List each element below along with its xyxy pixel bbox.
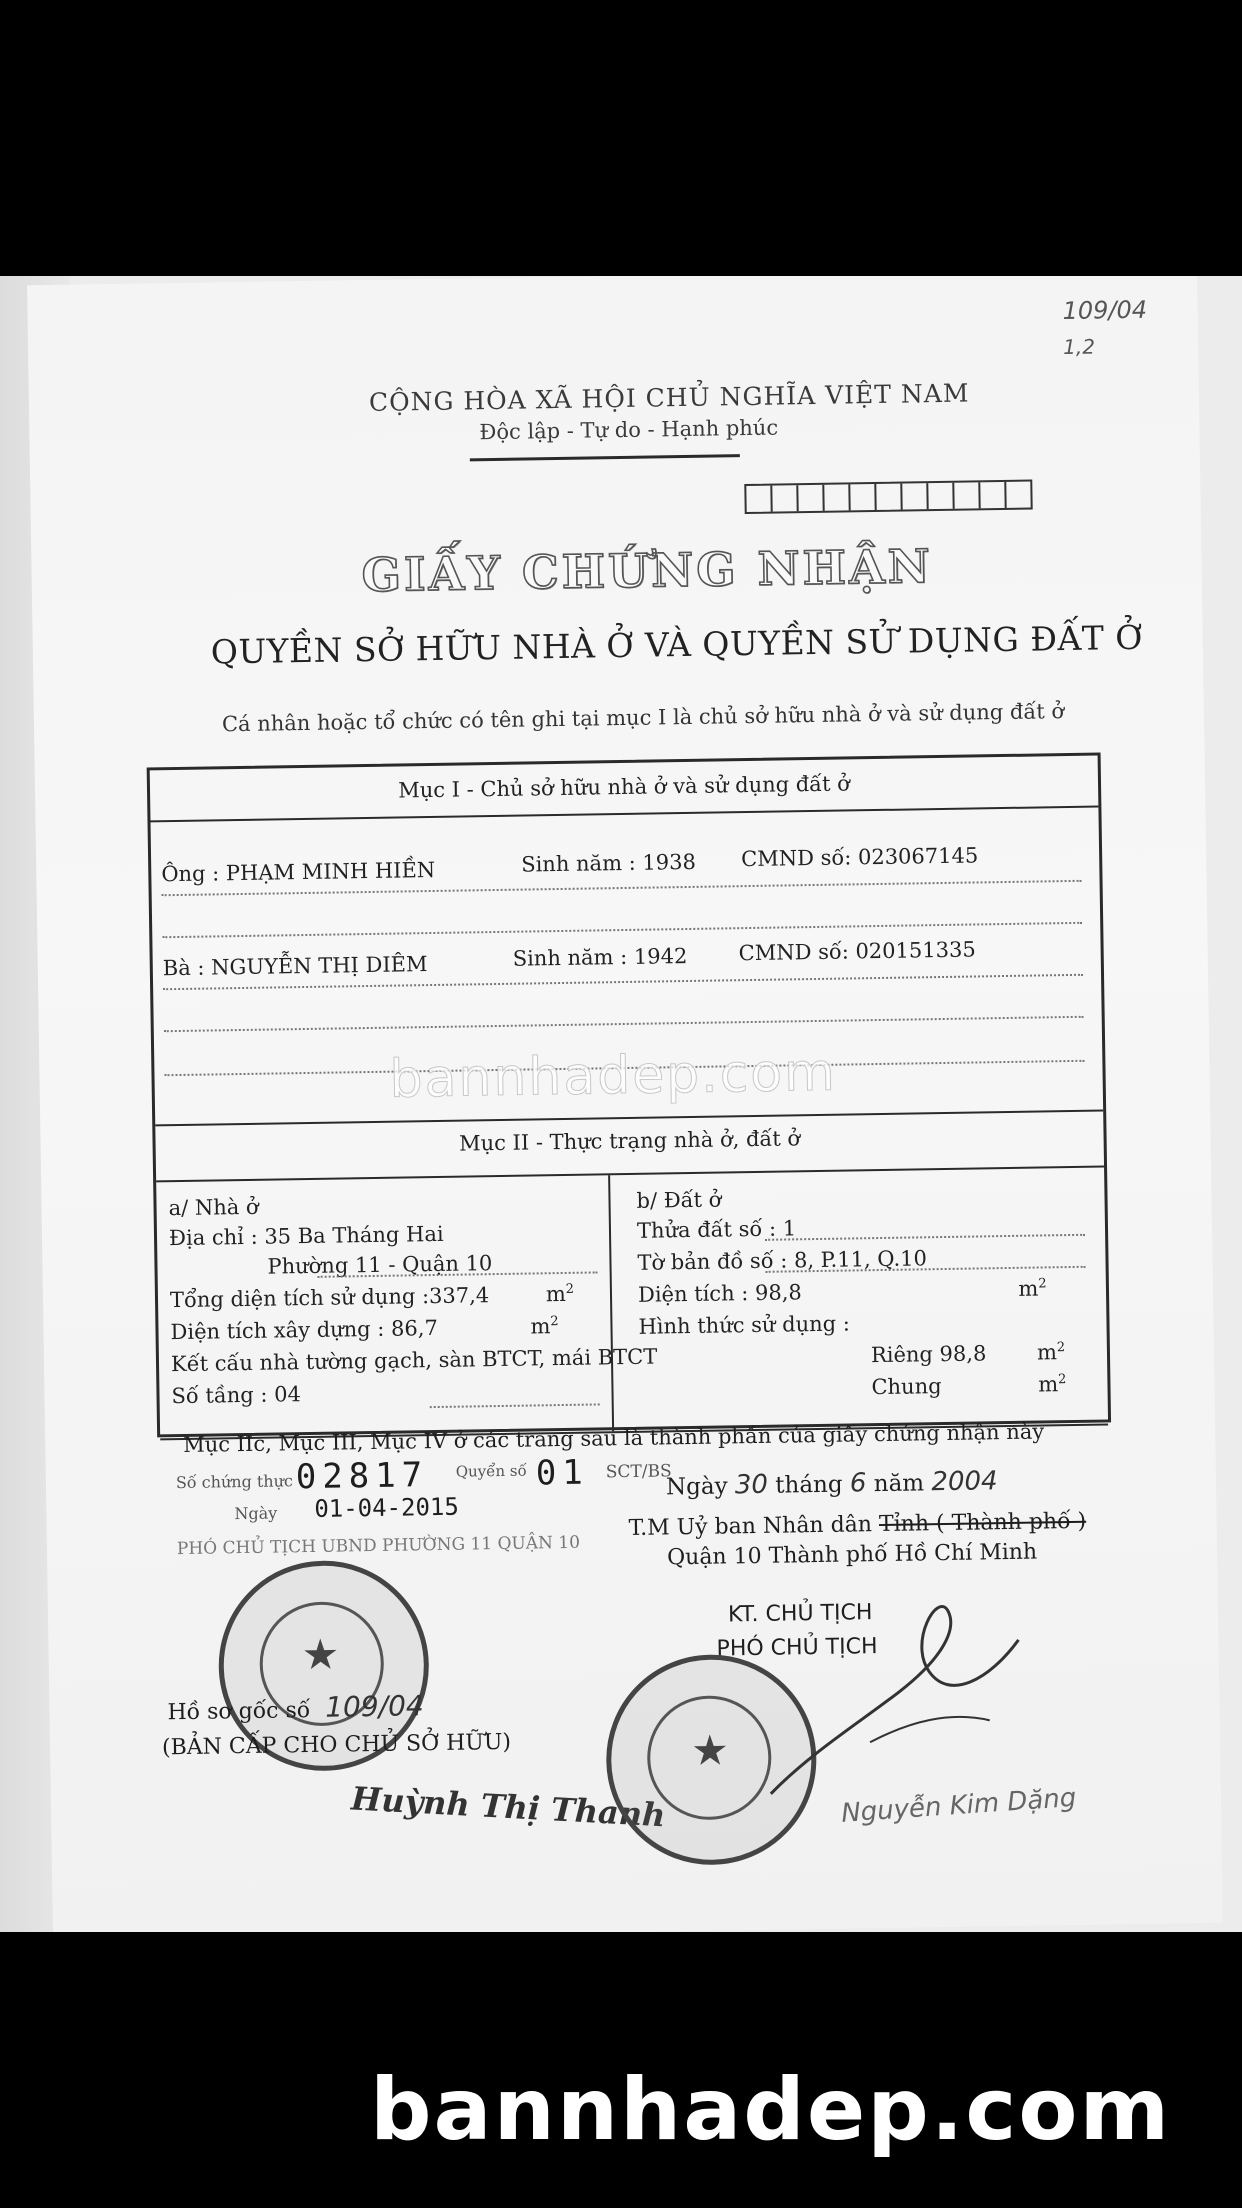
issue-date: Ngày 30 tháng 6 năm 2004 (665, 1466, 998, 1501)
certification-date: 01-04-2015 (314, 1492, 460, 1523)
national-title: CỘNG HÒA XÃ HỘI CHỦ NGHĨA VIỆT NAM (368, 378, 970, 417)
issuing-authority: T.M Uỷ ban Nhân dân Tỉnh ( Thành phố ) (628, 1508, 1087, 1541)
intro-text: Cá nhân hoặc tổ chức có tên ghi tại mục I là chủ sở hữu nhà ở và sử dụng đất ở (221, 699, 1065, 737)
document-photo (0, 276, 1242, 1932)
house-built-area: Diện tích xây dựng : 86,7 $m^2$ (170, 1314, 559, 1345)
chairman-signature (747, 1569, 1071, 1814)
land-shared: Chung $m^2$ (871, 1372, 1067, 1400)
owner1-birth: Sinh năm : 1938 (521, 849, 697, 877)
certificate-subtitle: QUYỀN SỞ HỮU NHÀ Ở VÀ QUYỀN SỬ DỤNG ĐẤT Ở (210, 617, 1144, 672)
serial-number-boxes (744, 480, 1032, 515)
certificate-paper (27, 276, 1223, 1932)
certification-office: PHÓ CHỦ TỊCH UBND PHƯỜNG 11 QUẬN 10 (176, 1532, 581, 1560)
owner1-id: CMND số: 023067145 (740, 843, 979, 872)
signer-role-2: PHÓ CHỦ TỊCH (716, 1634, 878, 1662)
land-usage: Hình thức sử dụng : (638, 1311, 851, 1339)
land-map-sheet: Tờ bản đồ số : 8, P.11, Q.10 (637, 1246, 928, 1275)
section-footer-note: Mục IIc, Mục III, Mục IV ở các trang sau là thành phần của giấy chứng nhận này (183, 1419, 1045, 1457)
owner2-id: CMND số: 020151335 (738, 937, 976, 966)
ward-stamp-seal: ★ (217, 1559, 430, 1772)
certification-number: 02817 (295, 1455, 429, 1498)
signer-name: Nguyễn Kim Dặng (840, 1782, 1078, 1829)
motto-underline (470, 454, 740, 461)
section1-heading: Mục I - Chủ sở hữu nhà ở và sử dụng đất ở (398, 771, 850, 803)
national-motto: Độc lập - Tự do - Hạnh phúc (479, 415, 779, 445)
land-plot: Thửa đất số : 1 (636, 1216, 797, 1243)
watermark-overlay: bannhadep.com (389, 1042, 838, 1110)
house-floors: Số tầng : 04 (171, 1382, 302, 1409)
certifier-signature-name: Huỳnh Thị Thanh (350, 1779, 667, 1835)
land-private: Riêng 98,8 $m^2$ (870, 1340, 1066, 1368)
certification-date-label: Ngày (234, 1503, 278, 1524)
house-address-line2: Phường 11 - Quận 10 (267, 1251, 493, 1279)
footer-watermark: bannhadep.com (370, 2060, 1172, 2160)
certification-book: 01 (535, 1452, 590, 1494)
land-area: Diện tích : 98,8 $m^2$ (637, 1276, 1047, 1307)
district-stamp-seal: ★ (605, 1653, 818, 1866)
land-label: b/ Đất ở (636, 1187, 722, 1213)
house-address: Địa chỉ : 35 Ba Tháng Hai (168, 1221, 444, 1251)
owner2-birth: Sinh năm : 1942 (512, 944, 688, 971)
section2-heading: Mục II - Thực trạng nhà ở, đất ở (458, 1126, 801, 1156)
issuing-authority-line2: Quận 10 Thành phố Hồ Chí Minh (666, 1539, 1038, 1571)
owner1-name: Ông : PHẠM MINH HIỀN (161, 857, 436, 887)
owner2-name: Bà : NGUYỄN THỊ DIÊM (162, 952, 428, 981)
certificate-title: GIẤY CHỨNG NHẬN (361, 539, 934, 603)
certification-number-label: Số chứng thực (175, 1471, 294, 1493)
corner-reference: 109/04 (1062, 295, 1148, 326)
dossier-label: Hồ sơ gốc số 109/04 (167, 1689, 424, 1726)
certification-book-suffix: SCT/BS (605, 1461, 672, 1483)
certification-book-label: Quyển số (455, 1461, 527, 1481)
signer-role-1: KT. CHỦ TỊCH (727, 1600, 873, 1628)
house-total-area: Tổng diện tích sử dụng :337,4 $m^2$ (169, 1281, 575, 1313)
house-structure: Kết cấu nhà tường gạch, sàn BTCT, mái BTCT (170, 1344, 658, 1377)
house-label: a/ Nhà ở (168, 1194, 259, 1221)
dossier-note: (BẢN CẤP CHO CHỦ SỞ HỮU) (161, 1729, 512, 1761)
corner-subnote: 1,2 (1062, 334, 1096, 360)
